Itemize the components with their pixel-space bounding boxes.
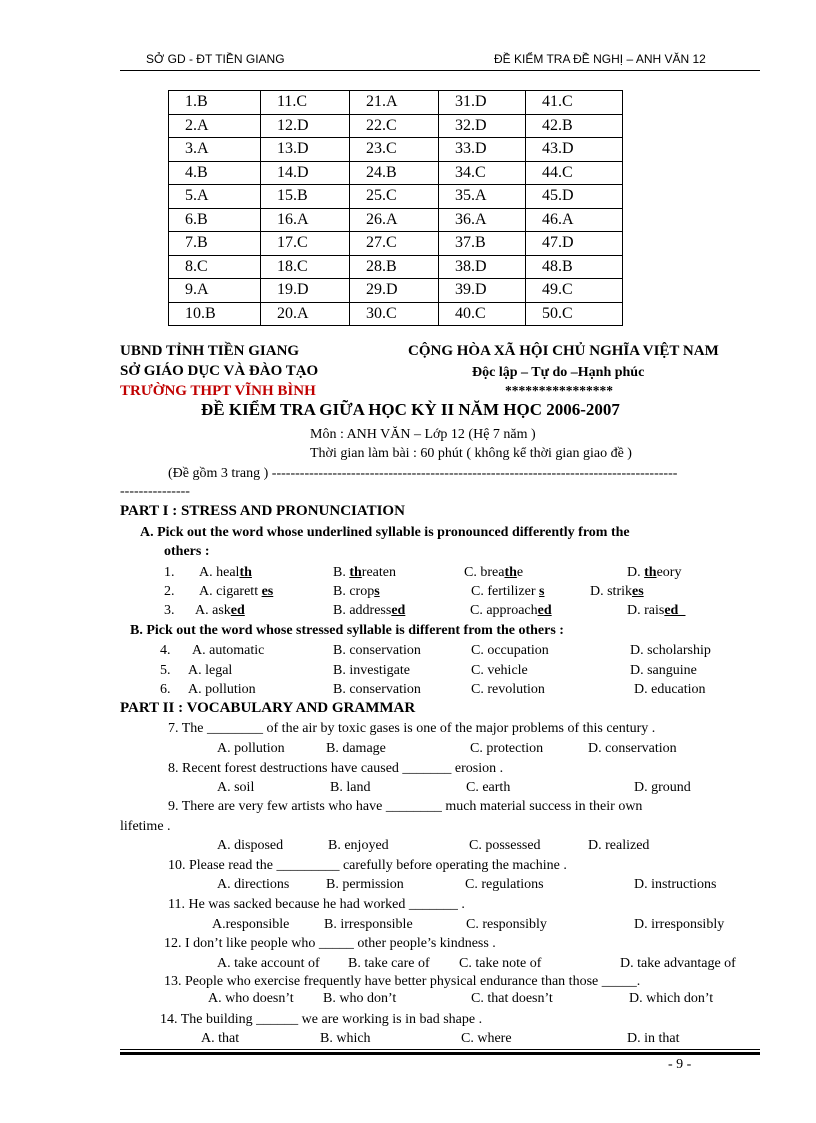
q5-option-b: B. investigate bbox=[333, 663, 410, 678]
answer-cell: 44.C bbox=[526, 161, 623, 185]
answer-cell: 18.C bbox=[261, 255, 350, 279]
answer-cell: 20.A bbox=[261, 302, 350, 326]
answer-cell: 38.D bbox=[439, 255, 526, 279]
q4-option-b: B. conservation bbox=[333, 643, 421, 658]
answer-cell: 34.C bbox=[439, 161, 526, 185]
table-row bbox=[169, 91, 623, 115]
table-row bbox=[169, 114, 623, 138]
q10-option-a: A. directions bbox=[217, 877, 290, 892]
header-left: SỞ GD - ĐT TIỀN GIANG bbox=[146, 52, 285, 66]
q4-option-a: A. automatic bbox=[192, 643, 265, 658]
answer-cell: 23.C bbox=[350, 138, 439, 162]
q9-stem-2: lifetime . bbox=[120, 819, 171, 834]
q2-num: 2. bbox=[164, 584, 175, 599]
q8-option-d: D. ground bbox=[634, 780, 691, 795]
answer-cell: 41.C bbox=[526, 91, 623, 115]
q11-option-b: B. irresponsible bbox=[324, 917, 413, 932]
q12-option-d: D. take advantage of bbox=[620, 956, 736, 971]
org-right-1: CỘNG HÒA XÃ HỘI CHỦ NGHĨA VIỆT NAM bbox=[408, 343, 719, 359]
exam-time: Thời gian làm bài : 60 phút ( không kể thời gian giao đề ) bbox=[310, 446, 632, 461]
q9-option-a: A. disposed bbox=[217, 838, 284, 853]
footer-rule-thin bbox=[120, 1049, 760, 1050]
q7-option-b: B. damage bbox=[326, 741, 386, 756]
q10-option-b: B. permission bbox=[326, 877, 404, 892]
answer-cell: 5.A bbox=[169, 185, 261, 209]
q7-stem: 7. The ________ of the air by toxic gases is one of the major problems of this century . bbox=[168, 721, 656, 736]
q12-option-a: A. take account of bbox=[217, 956, 320, 971]
answer-cell: 1.B bbox=[169, 91, 261, 115]
q10-option-c: C. regulations bbox=[465, 877, 544, 892]
q2-option-c: C. fertilizer s bbox=[471, 584, 545, 599]
q11-option-a: A.responsible bbox=[212, 917, 290, 932]
answer-cell: 33.D bbox=[439, 138, 526, 162]
q9-option-d: D. realized bbox=[588, 838, 650, 853]
org-stars: **************** bbox=[505, 383, 613, 398]
q11-stem: 11. He was sacked because he had worked _______ . bbox=[168, 897, 465, 912]
q2-option-d: D. strikes bbox=[590, 584, 644, 599]
q14-option-b: B. which bbox=[320, 1031, 371, 1046]
q6-num: 6. bbox=[160, 682, 171, 697]
answer-cell: 9.A bbox=[169, 279, 261, 303]
answer-cell: 12.D bbox=[261, 114, 350, 138]
exam-title: ĐỀ KIỂM TRA GIỮA HỌC KỲ II NĂM HỌC 2006-2007 bbox=[201, 400, 620, 419]
answer-cell: 7.B bbox=[169, 232, 261, 256]
dash-line: --------------- bbox=[120, 484, 190, 499]
answer-cell: 46.A bbox=[526, 208, 623, 232]
answer-cell: 50.C bbox=[526, 302, 623, 326]
answer-cell: 24.B bbox=[350, 161, 439, 185]
table-row bbox=[169, 185, 623, 209]
answer-cell: 27.C bbox=[350, 232, 439, 256]
answer-cell: 2.A bbox=[169, 114, 261, 138]
q13-option-b: B. who don’t bbox=[323, 991, 397, 1006]
answer-cell: 42.B bbox=[526, 114, 623, 138]
q1-option-c: C. breathe bbox=[464, 565, 524, 580]
answer-cell: 26.A bbox=[350, 208, 439, 232]
exam-subject: Môn : ANH VĂN – Lớp 12 (Hệ 7 năm ) bbox=[310, 427, 536, 442]
q3-option-b: B. addressed bbox=[333, 603, 406, 618]
answer-cell: 31.D bbox=[439, 91, 526, 115]
table-row bbox=[169, 302, 623, 326]
q8-stem: 8. Recent forest destructions have caused _______ erosion . bbox=[168, 761, 504, 776]
part1-section-b: B. Pick out the word whose stressed syllable is different from the others : bbox=[130, 623, 564, 638]
answer-cell: 8.C bbox=[169, 255, 261, 279]
school-name: TRƯỜNG THPT VĨNH BÌNH bbox=[120, 383, 316, 399]
q6-option-a: A. pollution bbox=[188, 682, 256, 697]
answer-cell: 37.B bbox=[439, 232, 526, 256]
answer-cell: 35.A bbox=[439, 185, 526, 209]
q3-num: 3. bbox=[164, 603, 175, 618]
answer-cell: 15.B bbox=[261, 185, 350, 209]
page-number: - 9 - bbox=[668, 1057, 692, 1072]
q13-option-a: A. who doesn’t bbox=[208, 991, 294, 1006]
answer-cell: 49.C bbox=[526, 279, 623, 303]
table-row bbox=[169, 138, 623, 162]
part1-section-a: A. Pick out the word whose underlined syllable is pronounced differently from the bbox=[140, 525, 630, 540]
q7-option-a: A. pollution bbox=[217, 741, 285, 756]
exam-pages: (Đề gồm 3 trang ) --------------------------------------------------------------------------------------- bbox=[168, 466, 678, 481]
answer-cell: 3.A bbox=[169, 138, 261, 162]
q12-stem: 12. I don’t like people who _____ other people’s kindness . bbox=[164, 936, 496, 951]
table-row bbox=[169, 208, 623, 232]
org-right-2: Độc lập – Tự do –Hạnh phúc bbox=[472, 365, 645, 380]
answer-cell: 29.D bbox=[350, 279, 439, 303]
q10-stem: 10. Please read the _________ carefully before operating the machine . bbox=[168, 858, 567, 873]
answer-cell: 36.A bbox=[439, 208, 526, 232]
answer-cell: 25.C bbox=[350, 185, 439, 209]
q14-stem: 14. The building ______ we are working is in bad shape . bbox=[160, 1012, 483, 1027]
q10-option-d: D. instructions bbox=[634, 877, 717, 892]
answer-cell: 30.C bbox=[350, 302, 439, 326]
answer-cell: 6.B bbox=[169, 208, 261, 232]
q1-num: 1. bbox=[164, 565, 175, 580]
answer-cell: 13.D bbox=[261, 138, 350, 162]
answer-cell: 47.D bbox=[526, 232, 623, 256]
table-row bbox=[169, 279, 623, 303]
q9-option-c: C. possessed bbox=[469, 838, 541, 853]
q2-option-b: B. crops bbox=[333, 584, 380, 599]
q3-option-a: A. asked bbox=[195, 603, 245, 618]
q13-stem: 13. People who exercise frequently have better physical endurance than those _____. bbox=[164, 974, 641, 989]
q14-option-d: D. in that bbox=[627, 1031, 680, 1046]
answer-cell: 4.B bbox=[169, 161, 261, 185]
answer-cell: 43.D bbox=[526, 138, 623, 162]
answer-cell: 48.B bbox=[526, 255, 623, 279]
q2-option-a: A. cigarett es bbox=[199, 584, 274, 599]
answer-cell: 14.D bbox=[261, 161, 350, 185]
answer-cell: 32.D bbox=[439, 114, 526, 138]
q11-option-d: D. irresponsibly bbox=[634, 917, 725, 932]
table-row bbox=[169, 255, 623, 279]
q4-option-d: D. scholarship bbox=[630, 643, 711, 658]
q5-num: 5. bbox=[160, 663, 171, 678]
q4-option-c: C. occupation bbox=[471, 643, 549, 658]
q4-num: 4. bbox=[160, 643, 171, 658]
q9-stem: 9. There are very few artists who have ________ much material success in their own bbox=[168, 799, 643, 814]
q12-option-c: C. take note of bbox=[459, 956, 542, 971]
q3-option-d: D. raised_ bbox=[627, 603, 686, 618]
q1-option-a: A. health bbox=[199, 565, 252, 580]
answer-cell: 22.C bbox=[350, 114, 439, 138]
q14-option-c: C. where bbox=[461, 1031, 512, 1046]
q6-option-b: B. conservation bbox=[333, 682, 421, 697]
q7-option-d: D. conservation bbox=[588, 741, 677, 756]
header-rule bbox=[120, 70, 760, 71]
footer-rule-thick bbox=[120, 1052, 760, 1055]
org-left-1: UBND TỈNH TIỀN GIANG bbox=[120, 343, 300, 359]
answer-cell: 10.B bbox=[169, 302, 261, 326]
answer-cell: 39.D bbox=[439, 279, 526, 303]
org-left-2: SỞ GIÁO DỤC VÀ ĐÀO TẠO bbox=[120, 363, 319, 379]
table-row bbox=[169, 232, 623, 256]
q1-option-d: D. theory bbox=[627, 565, 682, 580]
answer-cell: 21.A bbox=[350, 91, 439, 115]
q12-option-b: B. take care of bbox=[348, 956, 430, 971]
q3-option-c: C. approached bbox=[470, 603, 552, 618]
q8-option-b: B. land bbox=[330, 780, 371, 795]
q7-option-c: C. protection bbox=[470, 741, 544, 756]
q8-option-c: C. earth bbox=[466, 780, 511, 795]
part1-title: PART I : STRESS AND PRONUNCIATION bbox=[120, 503, 405, 519]
q6-option-d: D. education bbox=[634, 682, 706, 697]
q13-option-d: D. which don’t bbox=[629, 991, 714, 1006]
answer-cell: 11.C bbox=[261, 91, 350, 115]
part2-title: PART II : VOCABULARY AND GRAMMAR bbox=[120, 700, 416, 716]
answer-cell: 16.A bbox=[261, 208, 350, 232]
q13-option-c: C. that doesn’t bbox=[471, 991, 553, 1006]
q11-option-c: C. responsibly bbox=[466, 917, 547, 932]
q5-option-d: D. sanguine bbox=[630, 663, 697, 678]
q8-option-a: A. soil bbox=[217, 780, 255, 795]
q9-option-b: B. enjoyed bbox=[328, 838, 389, 853]
answer-key-table bbox=[168, 90, 623, 326]
q5-option-a: A. legal bbox=[188, 663, 233, 678]
answer-cell: 17.C bbox=[261, 232, 350, 256]
q1-option-b: B. threaten bbox=[333, 565, 396, 580]
answer-cell: 19.D bbox=[261, 279, 350, 303]
table-row bbox=[169, 161, 623, 185]
q5-option-c: C. vehicle bbox=[471, 663, 528, 678]
answer-cell: 45.D bbox=[526, 185, 623, 209]
q14-option-a: A. that bbox=[201, 1031, 240, 1046]
header-right: ĐỀ KIỂM TRA ĐỀ NGHỊ – ANH VĂN 12 bbox=[494, 52, 706, 66]
answer-cell: 40.C bbox=[439, 302, 526, 326]
answer-cell: 28.B bbox=[350, 255, 439, 279]
q6-option-c: C. revolution bbox=[471, 682, 545, 697]
part1-section-a-2: others : bbox=[164, 544, 210, 559]
